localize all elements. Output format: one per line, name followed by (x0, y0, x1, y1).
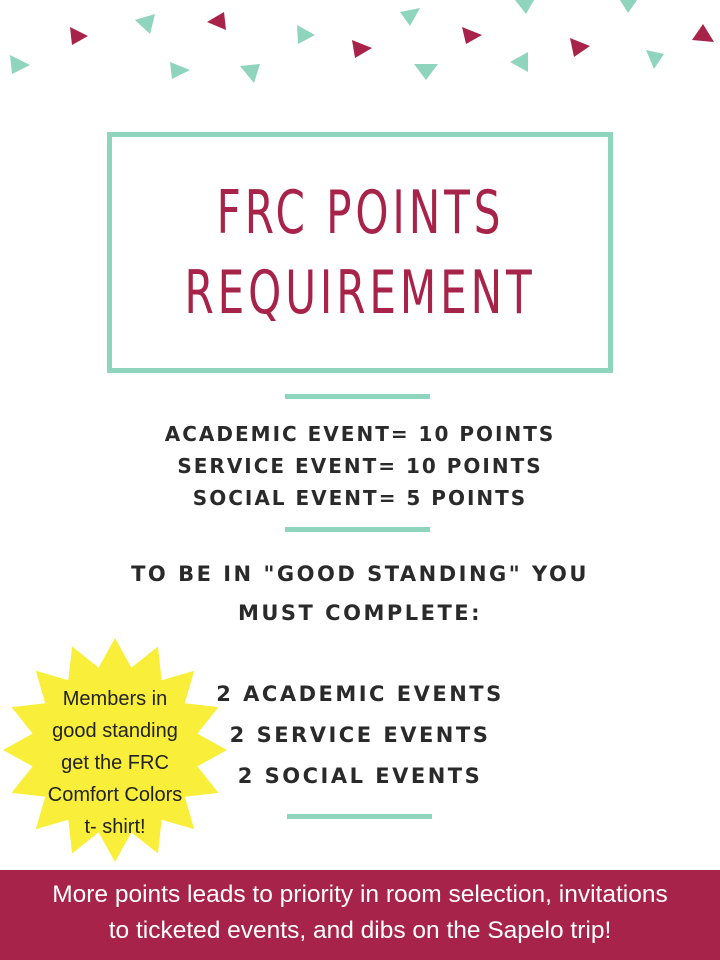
confetti-triangle (207, 12, 226, 30)
confetti-triangle (352, 40, 372, 58)
confetti-triangle (135, 14, 155, 34)
title-line-1: FRC POINTS (216, 177, 504, 248)
title-line-2: REQUIREMENT (184, 257, 536, 328)
good-standing-heading (0, 555, 720, 633)
confetti-triangle (414, 64, 438, 80)
confetti-triangle (170, 62, 190, 79)
requirements-list (190, 674, 530, 797)
good-standing-line-1: TO BE IN "GOOD STANDING" YOU (131, 562, 589, 586)
service-points-text: SERVICE EVENT= 10 POINTS (177, 454, 543, 478)
confetti-triangle (297, 25, 315, 44)
good-standing-line-2: MUST COMPLETE: (237, 601, 483, 625)
confetti-decoration (0, 0, 720, 100)
divider-middle (285, 527, 430, 532)
confetti-triangle (510, 52, 528, 72)
confetti-triangle (620, 0, 637, 13)
confetti-triangle (646, 50, 664, 69)
starburst-line-4: Comfort Colors (47, 784, 183, 806)
confetti-triangle (240, 64, 260, 83)
confetti-triangle (70, 27, 88, 45)
banner-line-1: More points leads to priority in room selection, invitations (52, 881, 668, 908)
service-events-requirement: 2 SERVICE EVENTS (229, 723, 491, 747)
confetti-triangle (692, 24, 714, 42)
divider-top (285, 394, 430, 399)
starburst-line-3: get the FRC (61, 752, 169, 774)
points-list (0, 418, 720, 514)
confetti-triangle (400, 8, 420, 26)
social-events-requirement: 2 SOCIAL EVENTS (237, 764, 483, 788)
footer-banner (0, 870, 720, 960)
starburst-text (20, 683, 210, 843)
confetti-triangle (515, 0, 534, 14)
starburst-line-2: good standing (52, 720, 178, 742)
title-box (107, 132, 613, 373)
starburst-line-5: t- shirt! (84, 816, 146, 838)
confetti-triangle (570, 38, 590, 57)
confetti-triangle (10, 55, 30, 74)
banner-line-2: to ticketed events, and dibs on the Sapelo trip! (108, 917, 612, 944)
social-points-text: SOCIAL EVENT= 5 POINTS (192, 486, 528, 510)
starburst-line-1: Members in (62, 688, 168, 710)
academic-events-requirement: 2 ACADEMIC EVENTS (216, 682, 504, 706)
academic-points-text: ACADEMIC EVENT= 10 POINTS (164, 422, 556, 446)
divider-bottom (287, 814, 432, 819)
confetti-triangle (462, 27, 482, 44)
